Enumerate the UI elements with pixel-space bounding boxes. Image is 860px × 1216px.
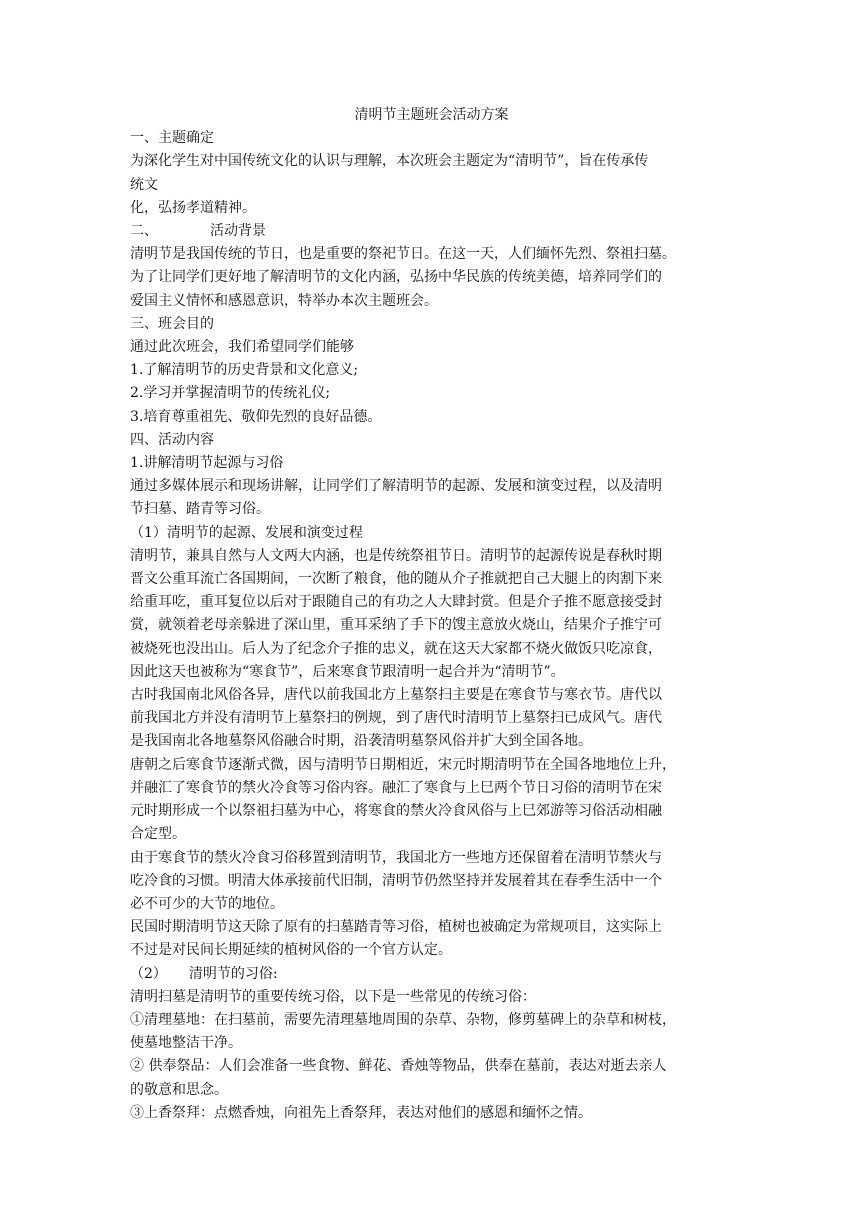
paragraph-line: 为深化学生对中国传统文化的认识与理解，本次班会主题定为“清明节”，旨在传承传 bbox=[130, 153, 649, 170]
paragraph-line: 爱国主义情怀和感恩意识，特举办本次主题班会。 bbox=[130, 292, 438, 309]
paragraph-line: 化，弘扬孝道精神。 bbox=[130, 199, 256, 216]
paragraph-line: 因此这天也被称为“寒食节”，后来寒食节跟清明一起合并为“清明节”。 bbox=[130, 663, 565, 680]
paragraph-line: 通过多媒体展示和现场讲解，让同学们了解清明节的起源、发展和演变过程，以及清明 bbox=[130, 478, 662, 495]
section-heading-2 bbox=[130, 220, 733, 243]
paragraph-line: 通过此次班会，我们希望同学们能够 bbox=[130, 339, 354, 356]
subsection-number: （2） bbox=[130, 965, 167, 982]
section-heading-3: 三、班会目的 bbox=[130, 315, 214, 332]
section-heading-4: 四、活动内容 bbox=[130, 431, 214, 448]
subsection-title: 清明节的习俗: bbox=[188, 965, 278, 982]
paragraph-line: 唐朝之后寒食节逐渐式微，因与清明节日期相近，宋元时期清明节在全国各地地位上升， bbox=[130, 756, 676, 773]
paragraph-line: 清明节是我国传统的节日，也是重要的祭祀节日。在这一天，人们缅怀先烈、祭祖扫墓。 bbox=[130, 246, 676, 263]
section-number: 二、 bbox=[130, 223, 158, 240]
paragraph-line: 清明节，兼具自然与人文两大内涵，也是传统祭祖节日。清明节的起源传说是春秋时期 bbox=[130, 547, 662, 564]
paragraph-line: 为了让同学们更好地了解清明节的文化内涵，弘扬中华民族的传统美德，培养同学们的 bbox=[130, 269, 662, 286]
paragraph-line: 元时期形成一个以祭祖扫墓为中心，将寒食的禁火冷食风俗与上巳郊游等习俗活动相融 bbox=[130, 803, 662, 820]
paragraph-line: 是我国南北各地墓祭风俗融合时期，沿袭清明墓祭风俗并扩大到全国各地。 bbox=[130, 733, 592, 750]
document-body bbox=[130, 104, 733, 1125]
paragraph-line: 晋文公重耳流亡各国期间，一次断了粮食，他的随从介子推就把自己大腿上的肉割下来 bbox=[130, 571, 662, 588]
section-title: 活动背景 bbox=[210, 223, 266, 240]
paragraph-line: 必不可少的大节的地位。 bbox=[130, 895, 284, 912]
subsection-heading: （1）清明节的起源、发展和演变过程 bbox=[130, 524, 363, 541]
subsection-heading bbox=[130, 963, 733, 986]
paragraph-line: 的敬意和思念。 bbox=[130, 1081, 228, 1098]
list-item: ③上香祭拜：点燃香烛，向祖先上香祭拜，表达对他们的感恩和缅怀之情。 bbox=[130, 1104, 592, 1121]
paragraph-line: 民国时期清明节这天除了原有的扫墓踏青等习俗，植树也被确定为常规项目，这实际上 bbox=[130, 919, 662, 936]
paragraph-line: 不过是对民间长期延续的植树风俗的一个官方认定。 bbox=[130, 942, 452, 959]
list-item: 3.培育尊重祖先、敬仰先烈的良好品德。 bbox=[130, 408, 382, 425]
paragraph-line: 给重耳吃，重耳复位以后对于跟随自己的有功之人大肆封赏。但是介子推不愿意接受封 bbox=[130, 594, 662, 611]
paragraph-line: 节扫墓、踏青等习俗。 bbox=[130, 501, 270, 518]
paragraph-line: 并融汇了寒食节的禁火冷食等习俗内容。融汇了寒食与上巳两个节日习俗的清明节在宋 bbox=[130, 779, 662, 796]
paragraph-line: 合定型。 bbox=[130, 826, 186, 843]
paragraph-line: 统文 bbox=[130, 176, 158, 193]
paragraph-line: 吃冷食的习惯。明清大体承接前代旧制，清明节仍然坚持并发展着其在春季生活中一个 bbox=[130, 872, 662, 889]
subsection-heading: 1.讲解清明节起源与习俗 bbox=[130, 455, 284, 472]
paragraph-line: 使墓地整洁干净。 bbox=[130, 1035, 242, 1052]
section-heading-1: 一、主题确定 bbox=[130, 130, 214, 147]
paragraph-line: 古时我国南北风俗各异，唐代以前我国北方上墓祭扫主要是在寒食节与寒衣节。唐代以 bbox=[130, 687, 662, 704]
list-item: 1.了解清明节的历史背景和文化意义; bbox=[130, 362, 359, 379]
document-title: 清明节主题班会活动方案 bbox=[354, 107, 509, 123]
paragraph-line: 前我国北方并没有清明节上墓祭扫的例规，到了唐代时清明节上墓祭扫已成风气。唐代 bbox=[130, 710, 662, 727]
paragraph-line: 被烧死也没出山。后人为了纪念介子推的忠义，就在这天大家都不烧火做饭只吃凉食， bbox=[130, 640, 662, 657]
list-item: ①清理墓地：在扫墓前，需要先清理墓地周围的杂草、杂物，修剪墓碑上的杂草和树枝， bbox=[130, 1011, 676, 1028]
paragraph-line: 由于寒食节的禁火冷食习俗移置到清明节，我国北方一些地方还保留着在清明节禁火与 bbox=[130, 849, 662, 866]
list-item: 2.学习并掌握清明节的传统礼仪; bbox=[130, 385, 331, 402]
paragraph-line: 清明扫墓是清明节的重要传统习俗，以下是一些常见的传统习俗： bbox=[130, 988, 536, 1005]
list-item: ② 供奉祭品：人们会准备一些食物、鲜花、香烛等物品，供奉在墓前，表达对逝去亲人 bbox=[130, 1058, 667, 1075]
paragraph-line: 赏，就领着老母亲躲进了深山里，重耳采纳了手下的馊主意放火烧山，结果介子推宁可 bbox=[130, 617, 662, 634]
